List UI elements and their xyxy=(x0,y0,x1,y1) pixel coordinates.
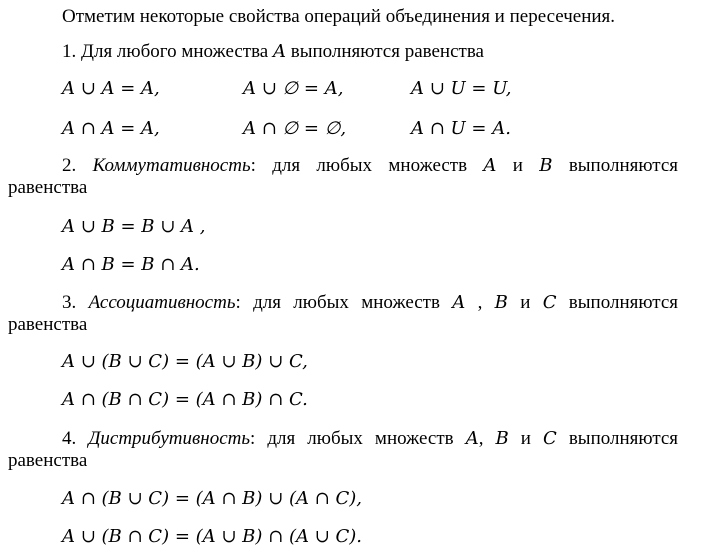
property-2-continuation: равенства xyxy=(8,177,88,198)
property-3-continuation: равенства xyxy=(8,314,88,335)
property-2-tail: выполняются xyxy=(552,155,679,176)
var-c: C xyxy=(543,428,557,449)
formula: A ∩ (B ∩ C) = (A ∩ B) ∩ C. xyxy=(62,389,308,410)
property-3-tail: выполняются xyxy=(556,292,678,313)
formula: A ∪ U = U, xyxy=(411,78,512,99)
var-b: B xyxy=(539,155,553,176)
term-associativity: Ассоциативность xyxy=(88,292,236,313)
property-3-statement xyxy=(8,292,678,314)
formula: A ∪ A = A, xyxy=(62,78,160,99)
var-b: B xyxy=(495,428,509,449)
formula: A ∩ U = A. xyxy=(411,118,511,139)
property-1-text: 1. Для любого множества xyxy=(62,41,273,62)
conjunction: и xyxy=(508,428,543,449)
var-a: A xyxy=(483,155,497,176)
var-c: C xyxy=(542,292,557,313)
var-a: A xyxy=(273,41,286,62)
property-2-number: 2. xyxy=(62,155,93,176)
property-4-tail: выполняются xyxy=(556,428,679,449)
conjunction: и xyxy=(496,155,540,176)
intro-text: Отметим некоторые свойства операций объединения и пересечения. xyxy=(62,6,616,27)
formula: A ∪ (B ∩ C) = (A ∪ B) ∩ (A ∪ C). xyxy=(62,526,363,547)
property-4-statement xyxy=(8,428,678,450)
property-4-continuation: равенства xyxy=(8,450,88,471)
formula: A ∩ (B ∪ C) = (A ∩ B) ∪ (A ∩ C), xyxy=(62,488,363,509)
formula: A ∪ B = B ∪ A , xyxy=(62,216,206,237)
var-b: B xyxy=(494,292,508,313)
property-1-statement xyxy=(62,41,484,63)
formula: A ∩ ∅ = ∅, xyxy=(243,118,347,139)
term-commutativity: Коммутативность xyxy=(92,155,251,176)
formula: A ∪ (B ∪ C) = (A ∪ B) ∪ C, xyxy=(62,351,308,372)
var-a: A xyxy=(465,428,479,449)
separator: , xyxy=(478,428,496,449)
property-2-statement xyxy=(8,155,678,177)
term-distributivity: Дистрибутивность xyxy=(88,428,250,449)
property-4-text: : для любых множеств xyxy=(250,428,466,449)
conjunction: и xyxy=(507,292,543,313)
formula: A ∪ ∅ = A, xyxy=(243,78,344,99)
property-4-number: 4. xyxy=(62,428,89,449)
property-2-text: : для любых множеств xyxy=(250,155,484,176)
property-3-text: : для любых множеств xyxy=(235,292,453,313)
formula: A ∩ B = B ∩ A. xyxy=(62,254,200,275)
property-3-number: 3. xyxy=(62,292,89,313)
separator: , xyxy=(465,292,495,313)
formula: A ∩ A = A, xyxy=(62,118,160,139)
var-a: A xyxy=(452,292,466,313)
property-1-tail: выполняются равенства xyxy=(286,41,484,62)
